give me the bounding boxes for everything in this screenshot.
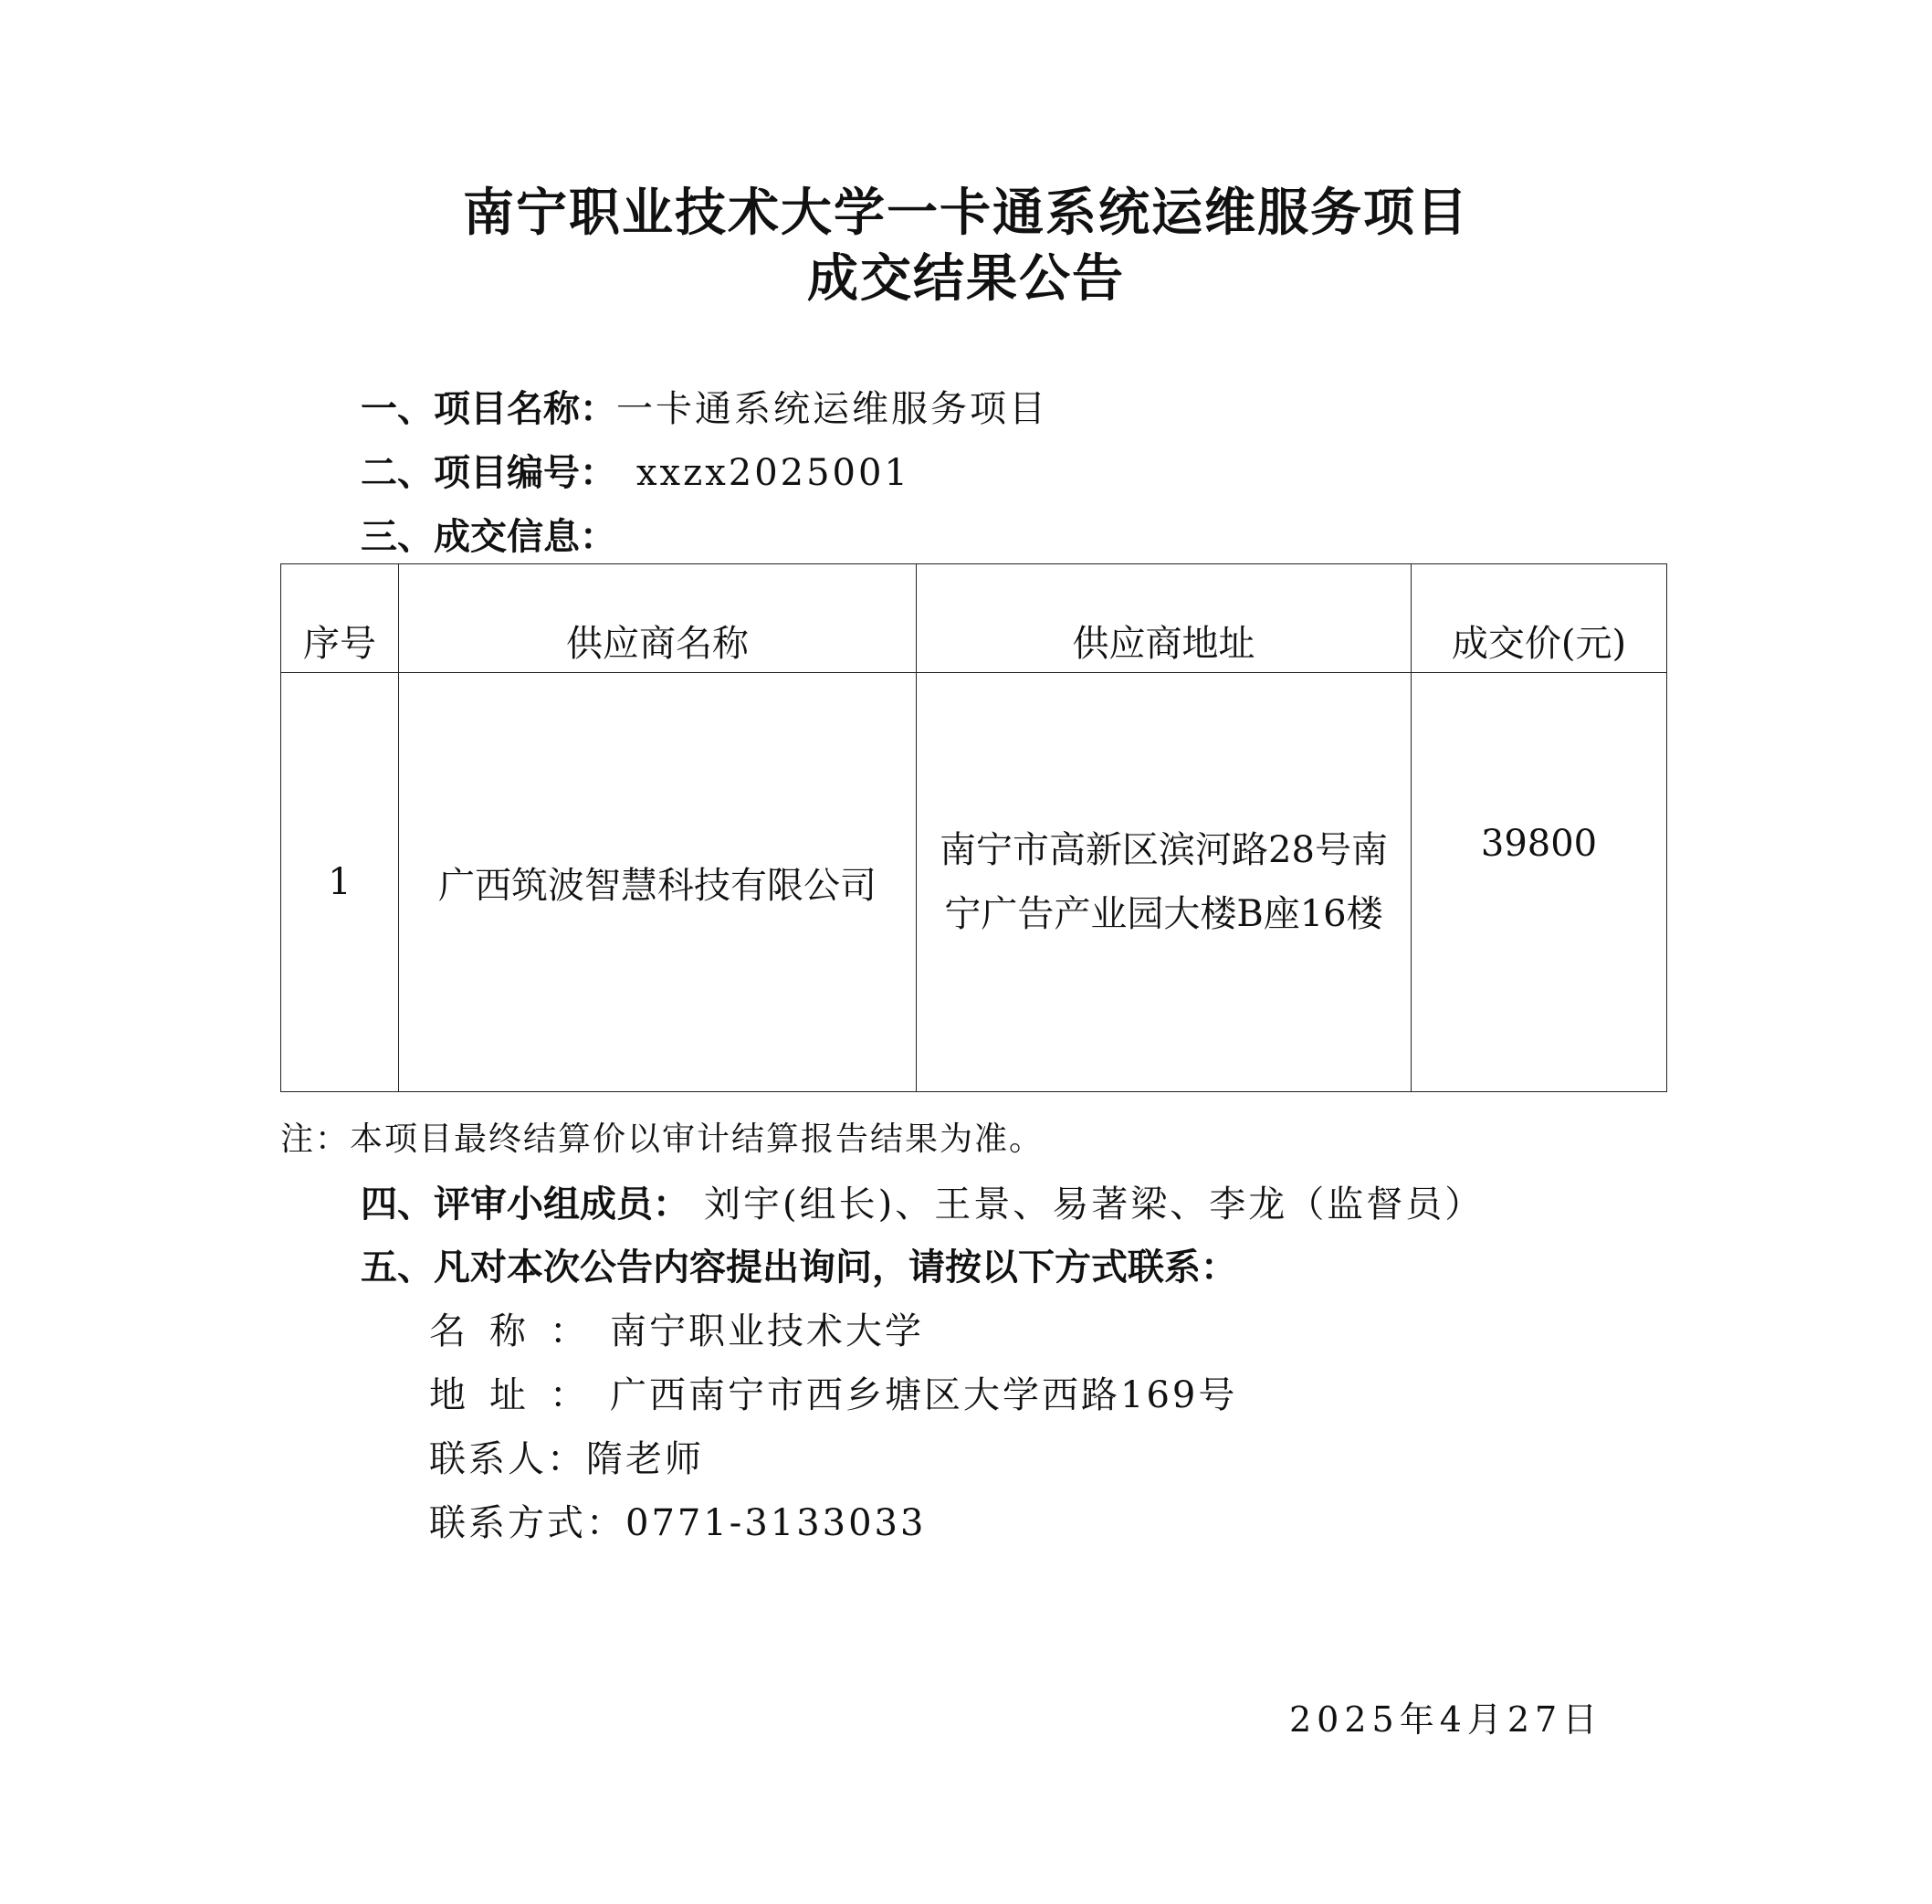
contact-name-line [429, 1308, 924, 1355]
address-line-2: 宁广告产业园大楼B座16楼 [944, 893, 1383, 935]
review-label: 四、评审小组成员： [361, 1183, 689, 1226]
cell-index: 1 [281, 673, 399, 1092]
deal-info-label: 三、成交信息： [361, 515, 616, 558]
header-supplier-address: 供应商地址 [917, 564, 1412, 673]
contact-person-label: 联系人： [429, 1438, 586, 1480]
announcement-date: 2025年4月27日 [1289, 1699, 1603, 1740]
contact-name-label: 名称： [429, 1310, 610, 1352]
contact-phone-value: 0771-3133033 [625, 1502, 927, 1544]
project-name-value: 一卡通系统运维服务项目 [616, 388, 1048, 430]
contact-phone-label: 联系方式： [429, 1502, 625, 1544]
announcement-subtitle: 成交结果公告 [807, 248, 1125, 309]
project-name-line [361, 385, 1048, 433]
header-deal-price: 成交价(元) [1412, 564, 1667, 673]
contact-person-line [429, 1436, 704, 1483]
announcement-title: 南宁职业技术大学一卡通系统运维服务项目 [463, 183, 1469, 243]
contact-name-value: 南宁职业技术大学 [610, 1310, 924, 1352]
contact-phone-line [429, 1499, 926, 1547]
cell-supplier-address [917, 673, 1412, 1092]
contact-heading: 五、凡对本次公告内容提出询问，请按以下方式联系： [361, 1246, 1237, 1289]
review-members: 刘宇(组长)、王景、易著梁、李龙（监督员） [704, 1183, 1485, 1226]
table-header-row [281, 564, 1667, 673]
deal-table [280, 563, 1667, 1092]
cell-deal-price [1412, 673, 1667, 1092]
header-supplier-name: 供应商名称 [399, 564, 917, 673]
review-line [361, 1181, 1484, 1228]
project-code-label: 二、项目编号： [361, 451, 616, 494]
project-code-value: xxzx2025001 [636, 452, 910, 494]
settlement-note: 注：本项目最终结算价以审计结算报告结果为准。 [280, 1120, 1045, 1158]
price-value: 39800 [1480, 823, 1598, 865]
contact-address-value: 广西南宁市西乡塘区大学西路169号 [610, 1374, 1238, 1416]
cell-supplier-name: 广西筑波智慧科技有限公司 [399, 673, 917, 1092]
header-index: 序号 [281, 564, 399, 673]
table-row [281, 673, 1667, 1092]
contact-address-label: 地址： [429, 1374, 610, 1416]
project-name-label: 一、项目名称： [361, 387, 616, 430]
project-code-line [361, 449, 910, 497]
address-line-1: 南宁市高新区滨河路28号南 [940, 829, 1388, 871]
contact-person-value: 隋老师 [586, 1438, 704, 1480]
contact-address-line [429, 1372, 1237, 1419]
